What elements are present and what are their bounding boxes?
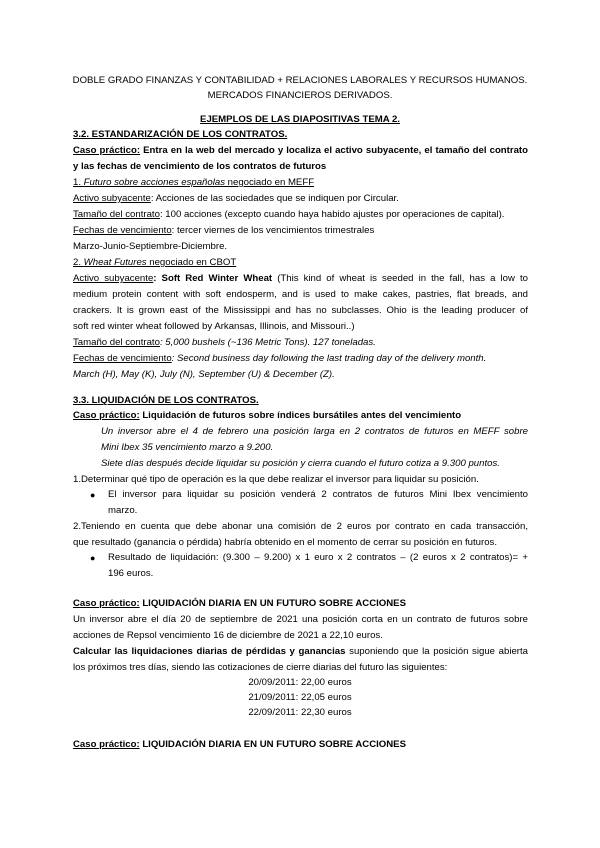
fechas-label: Fechas de vencimiento [73, 225, 172, 236]
intro-line-2: Mini Ibex 35 vencimiento marzo a 9.200. [101, 442, 274, 453]
item-2-activo [73, 273, 528, 285]
caso-practico-3-3 [73, 410, 461, 422]
header-line-2: MERCADOS FINANCIEROS DERIVADOS. [207, 90, 393, 101]
caso-label: Caso práctico: [73, 739, 140, 750]
caso-label: Caso práctico: [73, 145, 141, 156]
question-1: 1.Determinar qué tipo de operación es la que debe realizar el inversor para liquidar su posición. [73, 474, 479, 485]
question-2-line-1: 2.Teniendo en cuenta que debe abonar una comisión de 2 euros por contrato en cada transacción, [73, 521, 528, 532]
quote-line: 21/09/2011: 22,05 euros [248, 692, 352, 703]
header-line-1: DOBLE GRADO FINANZAS Y CONTABILIDAD + RELACIONES LABORALES Y RECURSOS HUMANOS. [72, 75, 528, 86]
activo-text: : Acciones de las sociedades que se indiquen por Circular. [150, 193, 399, 204]
answer-2-line-1: Resultado de liquidación: (9.300 – 9.200) x 1 euro x 2 contratos – (2 euros x 2 contratos)= + [108, 552, 528, 563]
wheat-tamano-text: : 5,000 bushels (~136 Metric Tons). 127 toneladas. [159, 337, 376, 348]
item-1-heading [73, 177, 314, 189]
caso-diaria-p3 [73, 646, 528, 658]
caso-practico-3-2-cont: y las fechas de vencimiento de los contratos de futuros [73, 161, 327, 172]
wheat-activo-name: : Soft Red Winter Wheat [153, 273, 273, 284]
item-1-activo [73, 193, 399, 205]
intro-line-3: Siete días después decide liquidar su posición y cierra cuando el futuro cotiza a 9.300 puntos. [101, 458, 500, 469]
caso-diaria-p2: acciones de Repsol vencimiento 16 de diciembre de 2021 a 22,10 euros. [73, 630, 383, 641]
caso-label: Caso práctico: [73, 410, 140, 421]
item-1-market: negociado en MEFF [225, 177, 315, 188]
item-1-title: Futuro sobre acciones españolas [83, 177, 225, 188]
section-3-2-heading: 3.2. ESTANDARIZACIÓN DE LOS CONTRATOS. [73, 129, 288, 140]
quote-line: 20/09/2011: 22,00 euros [248, 677, 352, 688]
document-title: EJEMPLOS DE LAS DIAPOSITIVAS TEMA 2. [200, 114, 400, 125]
tamano-label: Tamaño del contrato [73, 209, 160, 220]
caso-diaria-2-heading [73, 739, 406, 751]
item-2-fechas [73, 353, 486, 365]
answer-1-line-1: El inversor para liquidar su posición venderá 2 contratos de futuros Mini Ibex vencimiento [108, 489, 528, 500]
item-1-tamano [73, 209, 504, 221]
wheat-fechas-label: Fechas de vencimiento [73, 353, 172, 364]
item-2-activo-line-3: crackers. It is grown east of the Mississippi and has no subclasses. Ohio is the leading producer of [73, 305, 528, 316]
wheat-activo-label: Activo subyacente [73, 273, 154, 284]
item-2-activo-line-2: medium protein content with soft endosperm, and is used to make cakes, pastries, flat breads, and [73, 289, 528, 300]
caso-title: LIQUIDACIÓN DIARIA EN UN FUTURO SOBRE ACCIONES [139, 739, 406, 750]
item-1-months: Marzo-Junio-Septiembre-Diciembre. [73, 241, 228, 252]
wheat-fechas-text: : Second business day following the last trading day of the delivery month. [171, 353, 487, 364]
caso-title: LIQUIDACIÓN DIARIA EN UN FUTURO SOBRE ACCIONES [139, 598, 406, 609]
item-1-number: 1. [73, 177, 84, 188]
caso-diaria-p3-bold: Calcular las liquidaciones diarias de pérdidas y ganancias [73, 646, 346, 657]
item-1-fechas [73, 225, 374, 237]
caso-diaria-heading [73, 598, 406, 610]
intro-line-1: Un inversor abre el 4 de febrero una posición larga en 2 contratos de futuros en MEFF sobre [101, 426, 528, 437]
item-2-activo-line-4: soft red winter wheat followed by Arkansas, Illinois, and Missouri..) [73, 321, 355, 332]
bullet-icon: ● [90, 553, 96, 563]
caso-text: Liquidación de futuros sobre índices bursátiles antes del vencimiento [139, 410, 462, 421]
answer-1-line-2: marzo. [108, 505, 138, 516]
item-2-market: negociado en CBOT [146, 257, 237, 268]
quote-line: 22/09/2011: 22,30 euros [248, 707, 352, 718]
caso-diaria-p1: Un inversor abre el día 20 de septiembre de 2021 una posición corta en un contrato de futuros sobre [73, 614, 528, 625]
item-2-heading [73, 257, 236, 269]
question-2-line-2: que resultado (ganancia o pérdida) habría obtenido en el momento de cerrar su posición en futuros. [73, 537, 497, 548]
item-2-title: Wheat Futures [83, 257, 147, 268]
answer-2-line-2: 196 euros. [108, 568, 154, 579]
fechas-text: : tercer viernes de los vencimientos trimestrales [171, 225, 375, 236]
section-3-3-heading: 3.3. LIQUIDACIÓN DE LOS CONTRATOS. [73, 395, 259, 406]
item-2-months: March (H), May (K), July (N), September (U) & December (Z). [73, 369, 335, 380]
wheat-tamano-label: Tamaño del contrato [73, 337, 160, 348]
activo-label: Activo subyacente [73, 193, 151, 204]
wheat-activo-text: (This kind of wheat is seeded in the fall, has a low to [272, 273, 528, 284]
caso-practico-3-2 [73, 145, 528, 157]
item-2-number: 2. [73, 257, 84, 268]
bullet-icon: ● [90, 490, 96, 500]
tamano-text: : 100 acciones (excepto cuando haya habido ajustes por operaciones de capital). [159, 209, 505, 220]
item-2-tamano [73, 337, 376, 349]
caso-diaria-p3-rest: suponiendo que la posición sigue abierta [345, 646, 528, 657]
caso-label: Caso práctico: [73, 598, 140, 609]
caso-text: Entra en la web del mercado y localiza el activo subyacente, el tamaño del contrato [140, 145, 528, 156]
caso-diaria-p4: los próximos tres días, siendo las cotizaciones de cierre diarias del futuro las siguientes: [73, 662, 448, 673]
